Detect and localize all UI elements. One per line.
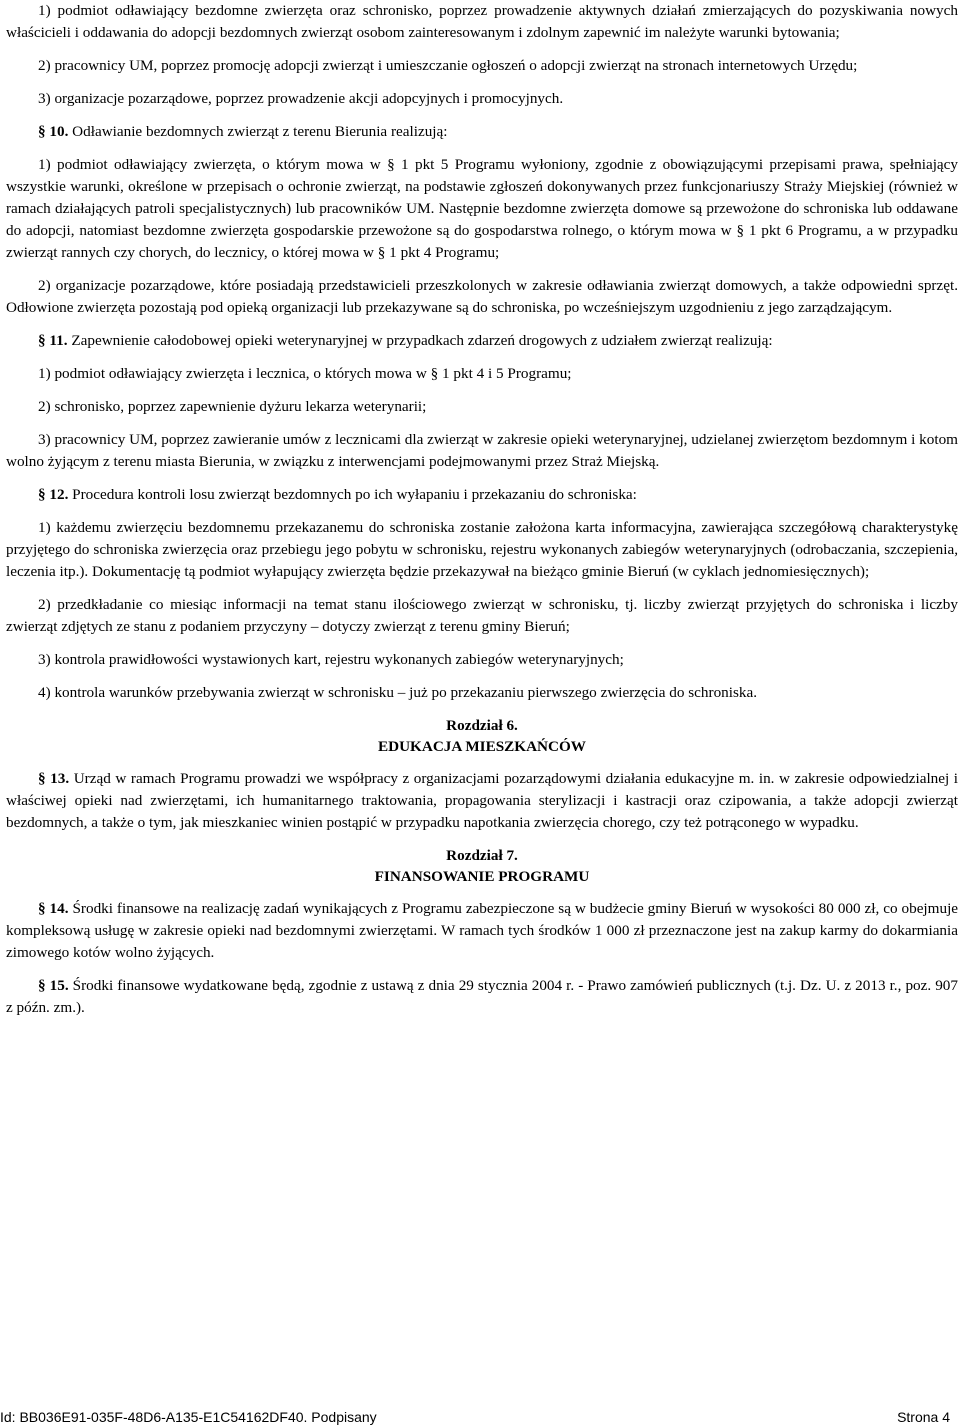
section-number: § 11.	[38, 332, 68, 349]
section-text: Procedura kontroli losu zwierząt bezdomnych po ich wyłapaniu i przekazaniu do schroniska:	[72, 486, 637, 503]
section-10	[6, 121, 958, 143]
section-number: § 10.	[38, 123, 69, 140]
chapter-label: Rozdział 6.	[446, 717, 518, 734]
section-14	[6, 898, 958, 964]
section-text: Środki finansowe wydatkowane będą, zgodnie z ustawą z dnia 29 stycznia 2004 r. - Prawo zamówień publicznych (t.j. Dz. U. z 2013 r., poz. 907 z późn. zm.).	[6, 977, 958, 1016]
page-footer	[0, 1406, 950, 1428]
chapter-7-heading	[6, 845, 958, 887]
section-text: Zapewnienie całodobowej opieki weterynaryjnej w przypadkach zdarzeń drogowych z udziałem zwierząt realizują:	[71, 332, 773, 349]
section-text: Środki finansowe na realizację zadań wynikających z Programu zabezpieczone są w budżecie gminy Bieruń w wysokości 80 000 zł, co obejmuje kompleksową usługę w zakresie opieki nad bezdomnymi zwierzętami. W ramach tych środków 1 000 zł przeznaczone jest na zakup karmy do dokarmiania zimowego kotów wolno żyjących.	[6, 900, 959, 961]
section-12-item-2: 2) przedkładanie co miesiąc informacji na temat stanu ilościowego zwierząt w schronisku, tj. liczby zwierząt przyjętych do schroniska i liczby zwierząt zdjętych ze stanu z podaniem przyczyny – dotyczy zwierząt z terenu gminy Bieruń;	[6, 596, 958, 635]
section-10-item-2: 2) organizacje pozarządowe, które posiadają przedstawicieli przeszkolonych w zakresie odławiania zwierząt domowych, a także odpowiedni sprzęt. Odłowione zwierzęta pozostają pod opieką organizacji lub przekazywane są do schroniska, po wcześniejszym uzgodnieniu z jego zarządzającym.	[6, 277, 958, 316]
paragraph-1: 1) podmiot odławiający bezdomne zwierzęta oraz schronisko, poprzez prowadzenie aktywnych działań zmierzających do pozyskiwania nowych właścicieli i oddawania do adopcji bezdomnych zwierząt osobom zainteresowanym i zdolnym zapewnić im należyte warunki bytowania;	[6, 2, 958, 41]
section-13	[6, 768, 958, 834]
section-number: § 13.	[38, 770, 70, 787]
paragraph-3: 3) organizacje pozarządowe, poprzez prowadzenie akcji adopcyjnych i promocyjnych.	[38, 90, 564, 107]
chapter-6-heading	[6, 715, 958, 757]
section-12	[6, 484, 958, 506]
section-text: Urząd w ramach Programu prowadzi we współpracy z organizacjami pozarządowymi działania edukacyjne m. in. w zakresie odpowiedzialnej i właściwej opieki nad zwierzętami, ich humanitarnego traktowania, propagowania sterylizacji i kastracji oraz czipowania, a także adopcji zwierząt bezdomnych, a także o tym, jak mieszkaniec winien postąpić w przypadku napotkania zwierzęcia chorego, czy też potrąconego w wypadku.	[6, 770, 959, 831]
section-12-item-4: 4) kontrola warunków przebywania zwierząt w schronisku – już po przekazaniu pierwszego zwierzęcia do schroniska.	[38, 684, 758, 701]
section-11-item-2: 2) schronisko, poprzez zapewnienie dyżuru lekarza weterynarii;	[38, 398, 427, 415]
document-id: Id: BB036E91-035F-48D6-A135-E1C54162DF40. Podpisany	[0, 1409, 377, 1425]
chapter-label: Rozdział 7.	[446, 847, 518, 864]
paragraph-2: 2) pracownicy UM, poprzez promocję adopcji zwierząt i umieszczanie ogłoszeń o adopcji zwierząt na stronach internetowych Urzędu;	[38, 57, 858, 74]
section-12-item-3: 3) kontrola prawidłowości wystawionych kart, rejestru wykonanych zabiegów weterynaryjnych;	[38, 651, 624, 668]
chapter-title: EDUKACJA MIESZKAŃCÓW	[377, 738, 586, 755]
section-10-item-1: 1) podmiot odławiający zwierzęta, o którym mowa w § 1 pkt 5 Programu wyłoniony, zgodnie z obowiązującymi przepisami prawa, spełniający wszystkie warunki, określone w przepisach o ochronie zwierząt, na podstawie zgłoszeń dokonywanych przez funkcjonariuszy Straży Miejskiej (również w ramach działających patroli specjalistycznych) lub pracowników UM. Następnie bezdomne zwierzęta domowe są przewożone do schroniska lub oddawane do adopcji, natomiast bezdomne zwierzęta gospodarskie przewożone są do gospodarstwa rolnego, o którym mowa w § 1 pkt 6 Programu, a w przypadku zwierząt rannych czy chorych, do lecznicy, o której mowa w § 1 pkt 4 Programu;	[6, 156, 958, 261]
section-text: Odławianie bezdomnych zwierząt z terenu Bierunia realizują:	[72, 123, 448, 140]
section-11-item-3: 3) pracownicy UM, poprzez zawieranie umów z lecznicami dla zwierząt w zakresie opieki weterynaryjnej, udzielanej zwierzętom bezdomnym i kotom wolno żyjącym z terenu miasta Bierunia, w związku z interwencjami podejmowanymi przez Straż Miejską.	[6, 431, 958, 470]
section-15	[6, 975, 958, 1019]
section-number: § 12.	[38, 486, 69, 503]
section-number: § 14.	[38, 900, 69, 917]
section-11-item-1: 1) podmiot odławiający zwierzęta i lecznica, o których mowa w § 1 pkt 4 i 5 Programu;	[38, 365, 572, 382]
page-number: Strona 4	[897, 1409, 950, 1425]
section-number: § 15.	[38, 977, 69, 994]
section-12-item-1: 1) każdemu zwierzęciu bezdomnemu przekazanemu do schroniska zostanie założona karta informacyjna, zawierająca szczegółową charakterystykę przyjętego do schroniska zwierzęcia oraz przebiegu jego pobytu w schronisku, rejestru wykonanych zabiegów weterynaryjnych (odrobaczania, szczepienia, leczenia itp.). Dokumentację tą podmiot wyłapujący zwierzęta będzie przekazywał na bieżąco gminie Bieruń (w cyklach jednomiesięcznych);	[6, 519, 958, 580]
document-page	[6, 0, 958, 1019]
section-11	[6, 330, 958, 352]
chapter-title: FINANSOWANIE PROGRAMU	[374, 868, 590, 885]
